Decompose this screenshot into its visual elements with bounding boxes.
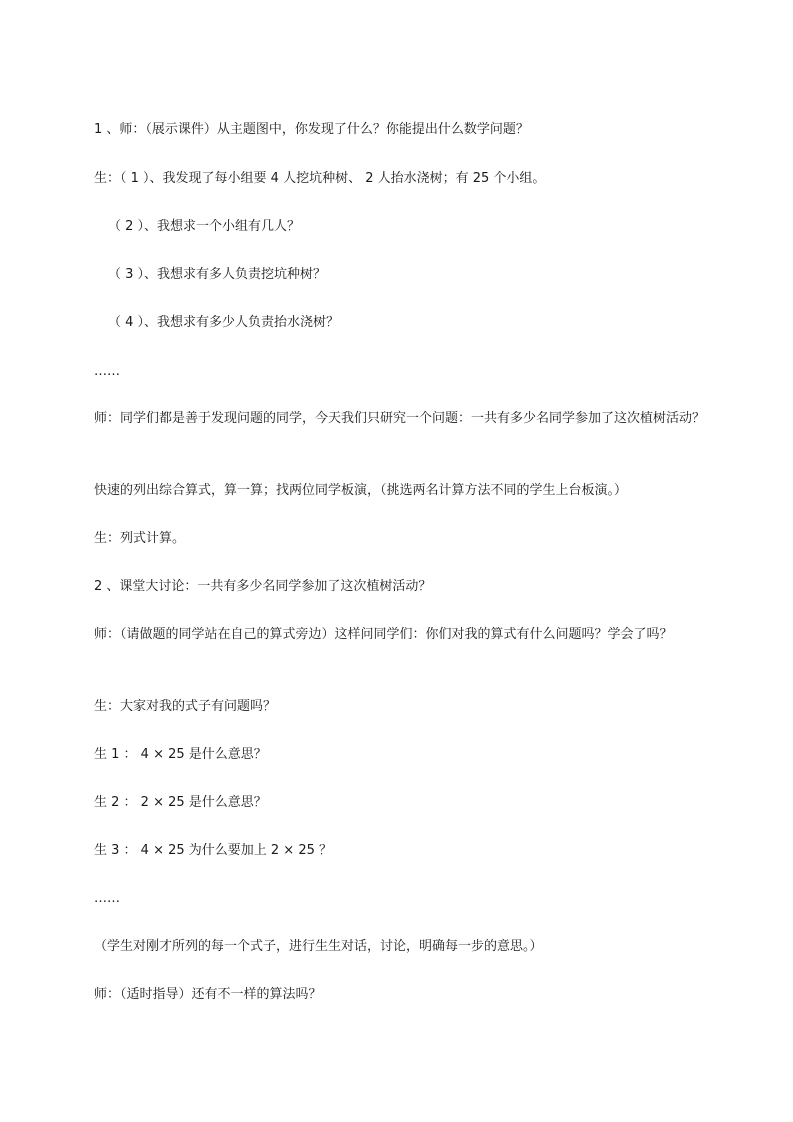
paragraph-12: 生 1 ： 4 × 25 是什么意思？ [94,747,267,762]
paragraph-6: 师：同学们都是善于发现问题的同学，今天我们只研究一个问题：一共有多少名同学参加了这次植树活动？ [94,411,706,426]
paragraph-9: 2 、课堂大讨论：一共有多少名同学参加了这次植树活动？ [94,579,432,594]
paragraph-15: （学生对刚才所列的每一个式子，进行生生对话，讨论，明确每一步的意思。） [94,939,543,954]
paragraph-3: （ 2 ）、我想求一个小组有几人？ [108,219,301,234]
paragraph-5: （ 4 ）、我想求有多少人负责抬水浇树？ [108,315,340,330]
ellipsis-2: …… [94,891,120,906]
paragraph-11: 生：大家对我的式子有问题吗？ [94,699,277,714]
ellipsis-1: …… [94,364,120,379]
paragraph-4: （ 3 ）、我想求有多人负责挖坑种树？ [108,267,327,282]
paragraph-16: 师：（适时指导）还有不一样的算法吗？ [94,987,322,1002]
paragraph-7: 快速的列出综合算式，算一算；找两位同学板演，（挑选两名计算方法不同的学生上台板演。） [94,483,628,498]
paragraph-2: 生：（ 1 ）、我发现了每小组要 4 人挖坑种树、 2 人抬水浇树；有 25 个小组。 [94,171,546,186]
paragraph-13: 生 2 ： 2 × 25 是什么意思？ [94,795,267,810]
paragraph-14: 生 3 ： 4 × 25 为什么要加上 2 × 25 ？ [94,843,333,858]
paragraph-1: 1 、师：（展示课件）从主题图中，你发现了什么？你能提出什么数学问题？ [94,122,529,137]
paragraph-8: 生：列式计算。 [94,531,186,546]
paragraph-10: 师：（请做题的同学站在自己的算式旁边）这样问同学们：你们对我的算式有什么问题吗？学会了吗？ [94,627,673,642]
